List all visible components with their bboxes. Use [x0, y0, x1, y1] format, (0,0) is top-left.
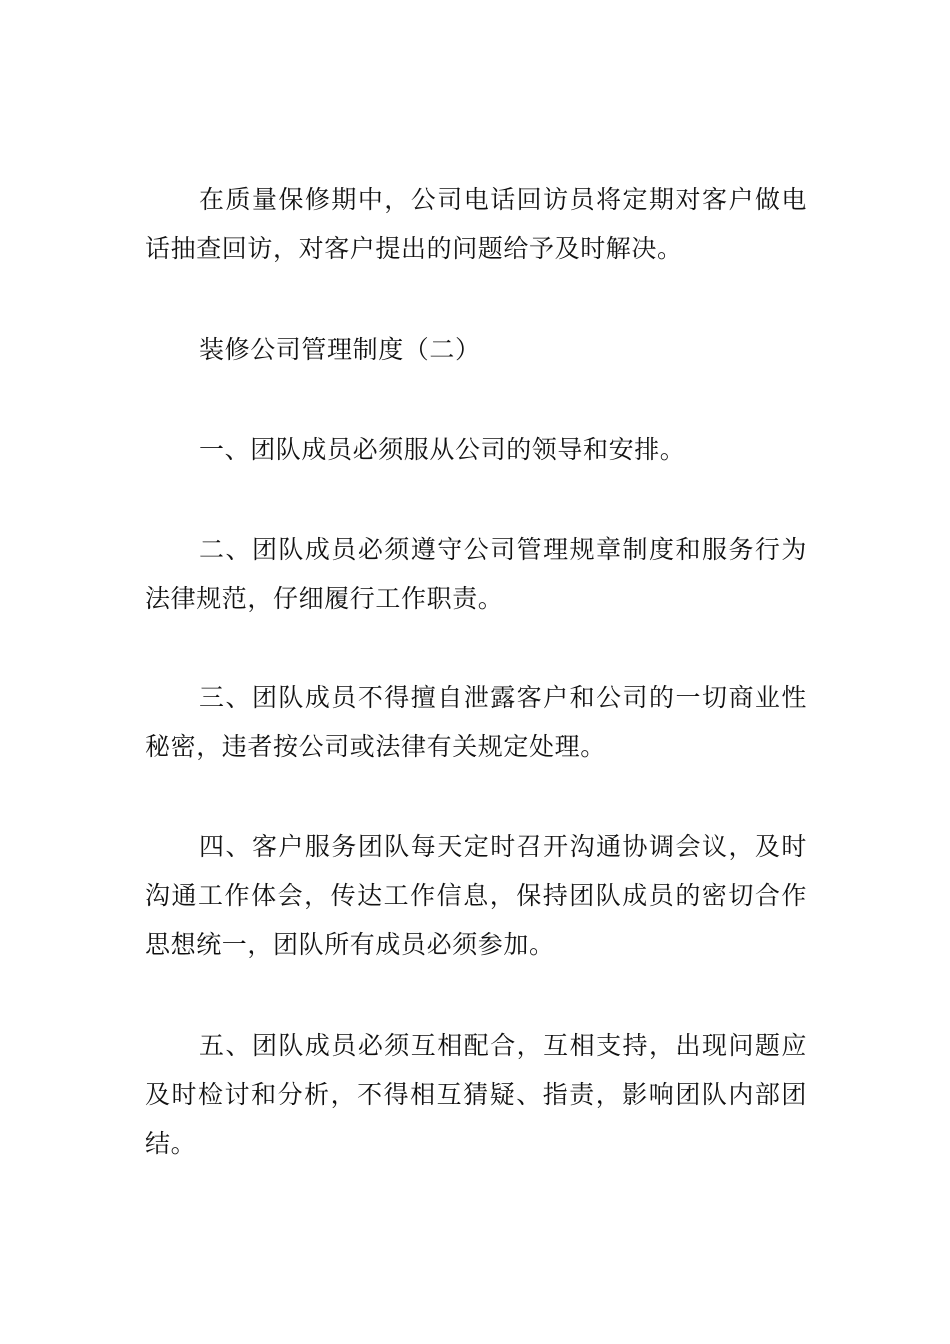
rule-item-1: 一、团队成员必须服从公司的领导和安排。 — [199, 435, 686, 464]
section-heading: 装修公司管理制度（二） — [199, 335, 481, 364]
rule-item-3: 三、团队成员不得擅自泄露客户和公司的一切商业性秘密，违者按公司或法律有关规定处理。 — [145, 683, 807, 761]
paragraph-warranty-callback: 在质量保修期中，公司电话回访员将定期对客户做电话抽查回访，对客户提出的问题给予及时解决。 — [145, 185, 807, 263]
rule-item-2: 二、团队成员必须遵守公司管理规章制度和服务行为法律规范，仔细履行工作职责。 — [145, 535, 807, 613]
rule-item-5: 五、团队成员必须互相配合，互相支持，出现问题应及时检讨和分析，不得相互猜疑、指责，影响团队内部团结。 — [145, 1031, 807, 1158]
rule-item-4: 四、客户服务团队每天定时召开沟通协调会议，及时沟通工作体会，传达工作信息，保持团队成员的密切合作思想统一，团队所有成员必须参加。 — [145, 832, 807, 959]
